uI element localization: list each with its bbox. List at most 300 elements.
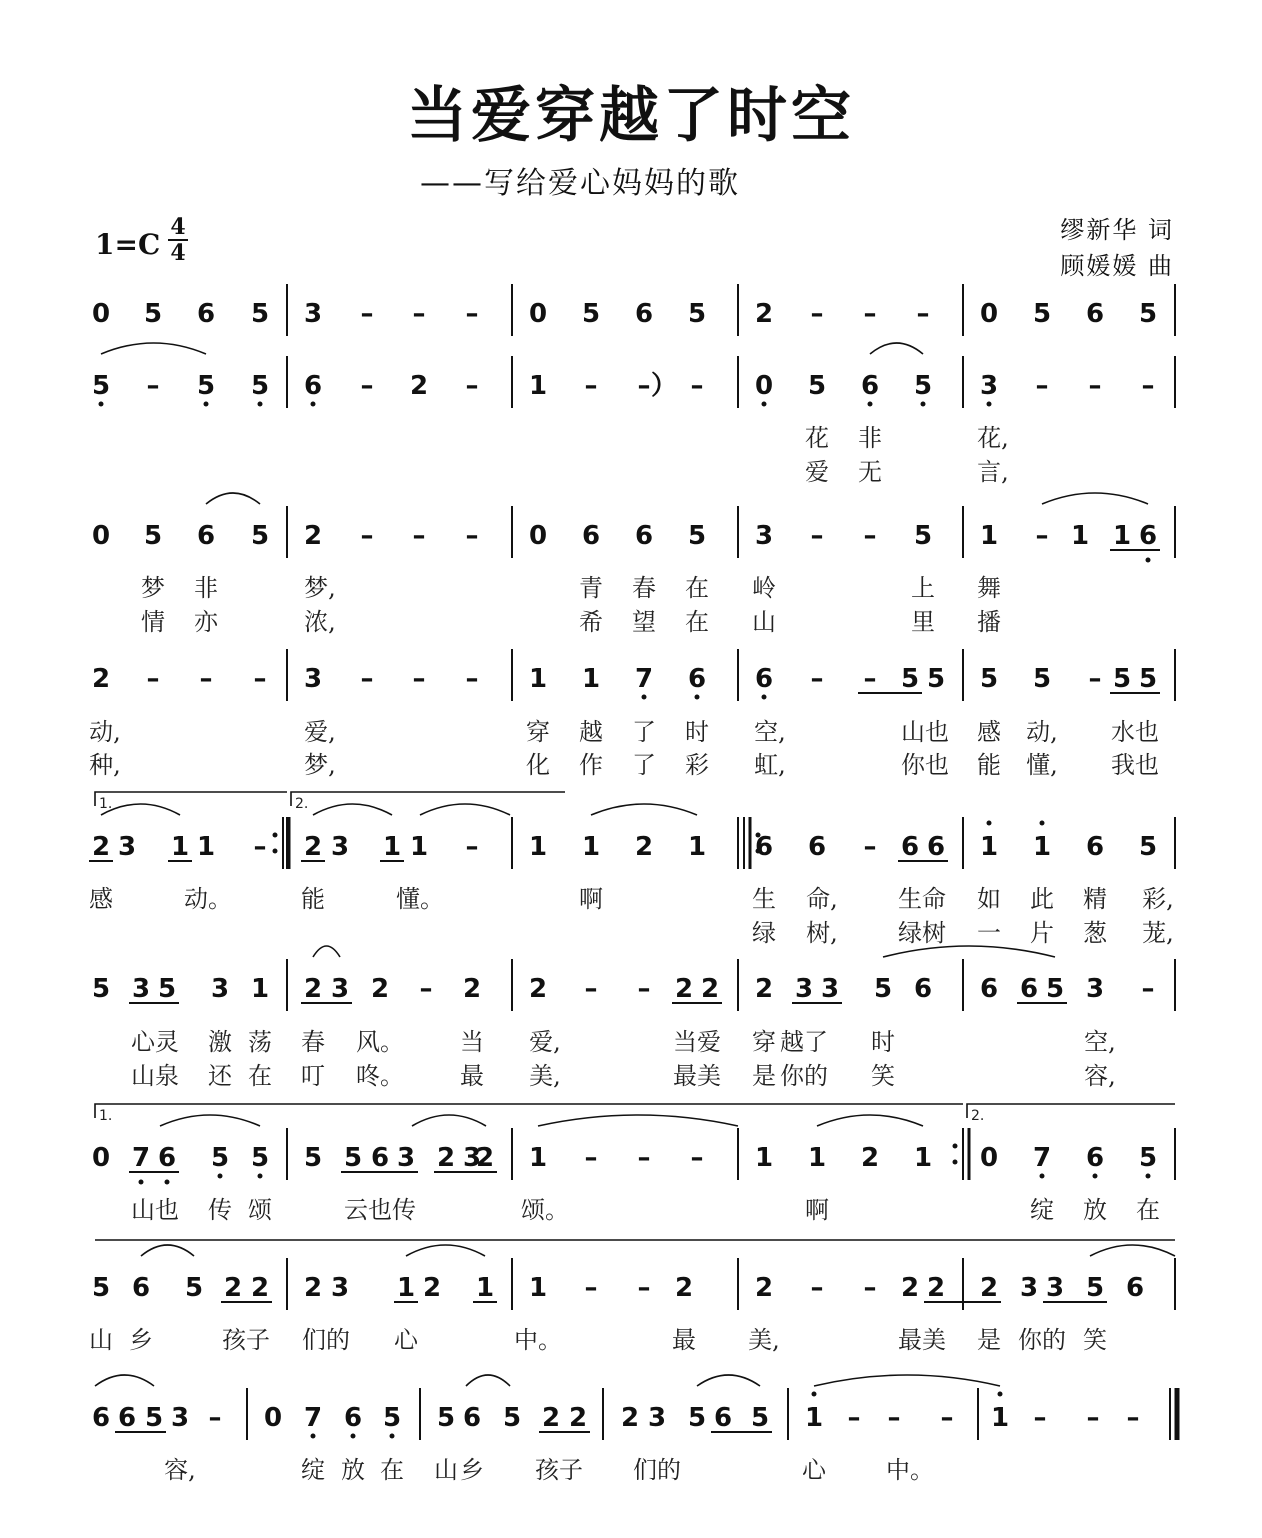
note-3: 3 xyxy=(820,974,840,1004)
note-1: 1 xyxy=(528,1273,548,1303)
lyric-syllable: 当 xyxy=(460,1028,484,1056)
note-5: 5 xyxy=(1085,1273,1105,1303)
note-1: 1 xyxy=(581,832,601,862)
dash-note: – xyxy=(146,664,160,694)
note-1: 1 xyxy=(170,832,190,862)
note-5: 5 xyxy=(581,299,601,329)
note-2: 2 xyxy=(674,974,694,1004)
note-6: 6 xyxy=(343,1403,363,1433)
note-6: 6 xyxy=(196,299,216,329)
note-6: 6 xyxy=(926,832,946,862)
dash-note: – xyxy=(1033,1403,1047,1433)
dash-note: – xyxy=(465,299,479,329)
note-5: 5 xyxy=(144,1403,164,1433)
lyric-syllable: 越了 xyxy=(780,1028,828,1056)
note-5: 5 xyxy=(210,1143,230,1173)
note-6: 6 xyxy=(462,1403,482,1433)
note-5: 5 xyxy=(979,664,999,694)
dash-note: – xyxy=(887,1403,901,1433)
lyric-syllable: 乡 xyxy=(460,1456,484,1484)
note-6: 6 xyxy=(303,371,323,401)
note-3: 3 xyxy=(1045,1273,1065,1303)
note-5: 5 xyxy=(303,1143,323,1173)
dash-note: – xyxy=(810,664,824,694)
lyric-syllable: 们的 xyxy=(633,1456,681,1484)
lyric-syllable: 动, xyxy=(89,718,121,746)
time-signature-top: 4 xyxy=(170,214,186,240)
slur xyxy=(591,804,697,815)
note-1: 1 xyxy=(913,1143,933,1173)
lyric-syllable: 梦 xyxy=(141,574,165,602)
high-octave-dot xyxy=(987,821,992,826)
note-0: 0 xyxy=(91,1143,111,1173)
lyric-syllable: 爱, xyxy=(529,1028,561,1056)
lyric-syllable: 云也传 xyxy=(344,1196,416,1224)
note-i: 1 xyxy=(990,1403,1010,1433)
lyric-syllable: 岭 xyxy=(752,574,776,602)
lyric-syllable: 中。 xyxy=(514,1326,562,1354)
dash-note: – xyxy=(412,521,426,551)
note-5: 5 xyxy=(184,1273,204,1303)
lyric-syllable: 时 xyxy=(685,718,709,746)
dash-note: – xyxy=(146,371,160,401)
lyric-syllable: 在 xyxy=(380,1456,404,1484)
dash-note: – xyxy=(465,371,479,401)
note-0: 0 xyxy=(91,521,111,551)
low-octave-dot xyxy=(695,695,700,700)
note-6: 6 xyxy=(979,974,999,1004)
dash-note: – xyxy=(584,1273,598,1303)
lyric-syllable: 命, xyxy=(806,885,838,913)
note-i: 1 xyxy=(804,1403,824,1433)
lyric-syllable: 感 xyxy=(89,885,113,913)
slur xyxy=(1042,493,1148,504)
lyric-syllable: 种, xyxy=(89,751,121,779)
note-2: 2 xyxy=(436,1143,456,1173)
note-5: 5 xyxy=(913,521,933,551)
repeat-dot xyxy=(273,849,278,854)
note-3: 3 xyxy=(1085,974,1105,1004)
volta-label: 1. xyxy=(99,1108,113,1124)
slur xyxy=(697,1375,760,1386)
lyric-syllable: 花 xyxy=(805,424,829,452)
note-3: 3 xyxy=(462,1143,482,1173)
lyric-syllable: 美, xyxy=(529,1062,561,1090)
lyric-syllable: 心 xyxy=(802,1456,826,1484)
lyric-syllable: 山也 xyxy=(901,718,949,746)
lyric-syllable: 树, xyxy=(806,919,838,947)
lyric-syllable: 非 xyxy=(194,574,218,602)
song-title: 当爱穿越了时空 xyxy=(407,81,855,151)
dash-note: – xyxy=(863,1273,877,1303)
lyric-syllable: 孩子 xyxy=(222,1326,270,1354)
lyric-syllable: 穿 xyxy=(526,718,550,746)
note-1: 1 xyxy=(979,521,999,551)
note-5: 5 xyxy=(502,1403,522,1433)
lyric-syllable: 你的 xyxy=(780,1062,828,1090)
note-3: 3 xyxy=(330,832,350,862)
lyric-syllable: 还 xyxy=(208,1062,232,1090)
note-5: 5 xyxy=(343,1143,363,1173)
note-0: 0 xyxy=(979,1143,999,1173)
note-6: 6 xyxy=(900,832,920,862)
lyric-syllable: 空, xyxy=(754,718,786,746)
lyric-syllable: 山 xyxy=(752,608,776,636)
lyric-syllable: 了 xyxy=(632,718,656,746)
lyric-syllable: 生 xyxy=(752,885,776,913)
slur xyxy=(814,1375,1000,1386)
lyric-syllable: 美, xyxy=(748,1326,780,1354)
lyric-syllable: 在 xyxy=(685,608,709,636)
lyric-syllable: 言, xyxy=(977,458,1009,486)
low-octave-dot xyxy=(642,695,647,700)
lyric-syllable: 啊 xyxy=(579,885,603,913)
dash-note: – xyxy=(810,299,824,329)
note-3: 3 xyxy=(330,1273,350,1303)
volta-label: 1. xyxy=(99,796,113,812)
lyric-syllable: 是 xyxy=(977,1326,1001,1354)
note-2: 2 xyxy=(754,974,774,1004)
dash-note: – xyxy=(360,521,374,551)
note-5: 5 xyxy=(91,1273,111,1303)
lyric-syllable: 懂。 xyxy=(396,885,444,913)
lyric-syllable: 我也 xyxy=(1111,751,1159,779)
low-octave-dot xyxy=(204,402,209,407)
note-1: 1 xyxy=(250,974,270,1004)
note-3: 3 xyxy=(979,371,999,401)
note-1: 1 xyxy=(409,832,429,862)
note-6: 6 xyxy=(1085,832,1105,862)
lyric-syllable: 风。 xyxy=(356,1028,404,1056)
dash-note: – xyxy=(863,832,877,862)
slur xyxy=(313,946,340,957)
volta-label: 2. xyxy=(971,1108,985,1124)
note-5: 5 xyxy=(750,1403,770,1433)
note-3: 3 xyxy=(647,1403,667,1433)
note-6: 6 xyxy=(1019,974,1039,1004)
slur xyxy=(101,804,180,815)
lyric-syllable: 咚。 xyxy=(356,1062,404,1090)
slur xyxy=(141,1245,194,1256)
low-octave-dot xyxy=(1146,1174,1151,1179)
lyric-syllable: 绿树 xyxy=(898,919,946,947)
lyric-syllable: 当爱 xyxy=(673,1028,721,1056)
note-1: 1 xyxy=(396,1273,416,1303)
lyric-syllable: 里 xyxy=(911,608,935,636)
note-2: 2 xyxy=(409,371,429,401)
dash-note: – xyxy=(1141,974,1155,1004)
note-2: 2 xyxy=(900,1273,920,1303)
dash-note: – xyxy=(690,371,704,401)
note-i: 1 xyxy=(1032,832,1052,862)
low-octave-dot xyxy=(987,402,992,407)
note-1: 1 xyxy=(581,664,601,694)
lyric-syllable: 梦, xyxy=(304,574,336,602)
note-6: 6 xyxy=(1085,299,1105,329)
note-i: 1 xyxy=(979,832,999,862)
dash-note: – xyxy=(412,299,426,329)
dash-note: – xyxy=(465,832,479,862)
note-1: 1 xyxy=(1112,521,1132,551)
low-octave-dot xyxy=(351,1434,356,1439)
note-0: 0 xyxy=(528,521,548,551)
slur xyxy=(206,493,260,504)
note-5: 5 xyxy=(926,664,946,694)
note-3: 3 xyxy=(396,1143,416,1173)
lyric-syllable: 乡 xyxy=(129,1326,153,1354)
note-5: 5 xyxy=(250,1143,270,1173)
lyric-syllable: 心灵 xyxy=(131,1028,179,1056)
lyric-syllable: 花, xyxy=(977,424,1009,452)
note-3: 3 xyxy=(1019,1273,1039,1303)
slur xyxy=(870,343,923,354)
note-5: 5 xyxy=(1138,1143,1158,1173)
high-octave-dot xyxy=(1040,821,1045,826)
slur xyxy=(1090,1245,1175,1256)
note-2: 2 xyxy=(303,974,323,1004)
lyric-syllable: 在 xyxy=(685,574,709,602)
lyric-syllable: 片 xyxy=(1030,919,1054,947)
lyric-syllable: 能 xyxy=(977,751,1001,779)
lyric-syllable: 最美 xyxy=(673,1062,721,1090)
note-2: 2 xyxy=(223,1273,243,1303)
low-octave-dot xyxy=(258,402,263,407)
lyric-syllable: 容, xyxy=(164,1456,196,1484)
note-6: 6 xyxy=(687,664,707,694)
dash-note: – xyxy=(1126,1403,1140,1433)
lyric-syllable: 了 xyxy=(632,751,656,779)
lyric-syllable: 山 xyxy=(434,1456,458,1484)
lyric-syllable: 彩 xyxy=(685,751,709,779)
lyric-syllable: 茏, xyxy=(1142,919,1174,947)
dash-note: – xyxy=(1088,371,1102,401)
lyric-syllable: 山泉 xyxy=(131,1062,179,1090)
dash-note: – xyxy=(690,1143,704,1173)
note-5: 5 xyxy=(1032,664,1052,694)
low-octave-dot xyxy=(1146,558,1151,563)
note-6: 6 xyxy=(713,1403,733,1433)
note-6: 6 xyxy=(860,371,880,401)
note-1: 1 xyxy=(382,832,402,862)
dash-note: – xyxy=(584,1143,598,1173)
dash-note: – xyxy=(419,974,433,1004)
low-octave-dot xyxy=(921,402,926,407)
note-6: 6 xyxy=(754,832,774,862)
note-2: 2 xyxy=(303,521,323,551)
lyric-syllable: 生命 xyxy=(898,885,946,913)
note-2: 2 xyxy=(528,974,548,1004)
note-3: 3 xyxy=(303,664,323,694)
slur xyxy=(160,1115,260,1126)
note-5: 5 xyxy=(1112,664,1132,694)
lyric-syllable: 春 xyxy=(632,574,656,602)
dash-note: – xyxy=(810,521,824,551)
lyric-syllable: 笑 xyxy=(1083,1326,1107,1354)
repeat-dot xyxy=(953,1144,958,1149)
dash-note: – xyxy=(940,1403,954,1433)
dash-note: – xyxy=(1088,664,1102,694)
note-5: 5 xyxy=(1138,832,1158,862)
dash-note: – xyxy=(199,664,213,694)
note-5: 5 xyxy=(91,371,111,401)
dash-note: – xyxy=(465,521,479,551)
lyric-syllable: 颂。 xyxy=(521,1196,569,1224)
lyric-syllable: 浓, xyxy=(304,608,336,636)
lyric-syllable: 们的 xyxy=(302,1326,350,1354)
note-5: 5 xyxy=(807,371,827,401)
low-octave-dot xyxy=(258,1174,263,1179)
dash-note: – xyxy=(412,664,426,694)
note-6: 6 xyxy=(370,1143,390,1173)
lyric-syllable: 感 xyxy=(977,718,1001,746)
note-1: 1 xyxy=(196,832,216,862)
dash-note: – xyxy=(916,299,930,329)
lyric-syllable: 播 xyxy=(977,608,1001,636)
lyric-syllable: 爱 xyxy=(805,458,829,486)
lyric-syllable: 无 xyxy=(858,458,882,486)
slur xyxy=(883,946,1055,957)
note-2: 2 xyxy=(700,974,720,1004)
lyric-syllable: 容, xyxy=(1084,1062,1116,1090)
note-5: 5 xyxy=(196,371,216,401)
lyric-syllable: 孩子 xyxy=(535,1456,583,1484)
dash-note: – xyxy=(1141,371,1155,401)
note-2: 2 xyxy=(422,1273,442,1303)
time-signature-bottom: 4 xyxy=(170,240,186,266)
lyric-syllable: 如 xyxy=(977,885,1001,913)
note-2: 2 xyxy=(754,299,774,329)
slur xyxy=(95,1375,154,1386)
slur xyxy=(817,1115,923,1126)
lyric-syllable: 你也 xyxy=(901,751,949,779)
lyric-syllable: 绿 xyxy=(752,919,776,947)
dash-note: – xyxy=(360,664,374,694)
lyric-syllable: 懂, xyxy=(1026,751,1058,779)
note-7: 7 xyxy=(303,1403,323,1433)
note-2: 2 xyxy=(91,664,111,694)
note-2: 2 xyxy=(979,1273,999,1303)
repeat-dot xyxy=(273,833,278,838)
note-5: 5 xyxy=(436,1403,456,1433)
low-octave-dot xyxy=(311,1434,316,1439)
volta-bracket xyxy=(291,792,565,806)
note-1: 1 xyxy=(528,832,548,862)
note-1: 1 xyxy=(528,1143,548,1173)
lyric-syllable: 最 xyxy=(460,1062,484,1090)
lyric-syllable: 非 xyxy=(858,424,882,452)
lyric-syllable: 空, xyxy=(1084,1028,1116,1056)
note-6: 6 xyxy=(1138,521,1158,551)
lyric-syllable: 时 xyxy=(871,1028,895,1056)
low-octave-dot xyxy=(1040,1174,1045,1179)
note-5: 5 xyxy=(143,521,163,551)
note-1: 1 xyxy=(687,832,707,862)
dash-note: – xyxy=(863,299,877,329)
note-7: 7 xyxy=(131,1143,151,1173)
note-2: 2 xyxy=(754,1273,774,1303)
dash-note: – xyxy=(637,371,651,401)
lyric-syllable: 作 xyxy=(579,751,603,779)
note-6: 6 xyxy=(196,521,216,551)
lyric-syllable: 葱 xyxy=(1083,919,1107,947)
low-octave-dot xyxy=(311,402,316,407)
note-2: 2 xyxy=(303,832,323,862)
slur xyxy=(101,343,206,354)
slur xyxy=(466,1375,510,1386)
lyric-syllable: 放 xyxy=(341,1456,365,1484)
lyric-syllable: 山 xyxy=(89,1326,113,1354)
note-5: 5 xyxy=(250,521,270,551)
note-0: 0 xyxy=(91,299,111,329)
lyric-syllable: 情 xyxy=(141,608,165,636)
volta-bracket xyxy=(95,792,287,806)
lyric-syllable: 心 xyxy=(394,1326,418,1354)
note-1: 1 xyxy=(528,371,548,401)
note-5: 5 xyxy=(91,974,111,1004)
song-subtitle: ——写给爱心妈妈的歌 xyxy=(420,166,740,201)
lyric-syllable: 动。 xyxy=(184,885,232,913)
note-2: 2 xyxy=(462,974,482,1004)
note-5: 5 xyxy=(157,974,177,1004)
dash-note: – xyxy=(360,299,374,329)
lyric-syllable: 梦, xyxy=(304,751,336,779)
note-6: 6 xyxy=(131,1273,151,1303)
repeat-dot xyxy=(953,1160,958,1165)
note-2: 2 xyxy=(370,974,390,1004)
note-2: 2 xyxy=(250,1273,270,1303)
dash-note: – xyxy=(1035,371,1049,401)
lyric-syllable: 最美 xyxy=(898,1326,946,1354)
note-5: 5 xyxy=(250,371,270,401)
note-2: 2 xyxy=(568,1403,588,1433)
dash-note: – xyxy=(1086,1403,1100,1433)
dash-note: – xyxy=(253,664,267,694)
note-5: 5 xyxy=(143,299,163,329)
high-octave-dot xyxy=(812,1392,817,1397)
volta-bracket xyxy=(967,1104,1175,1118)
lyric-syllable: 希 xyxy=(579,608,603,636)
note-3: 3 xyxy=(210,974,230,1004)
dash-note: – xyxy=(810,1273,824,1303)
lyric-syllable: 绽 xyxy=(1030,1196,1054,1224)
note-2: 2 xyxy=(860,1143,880,1173)
lyric-syllable: 是 xyxy=(752,1062,776,1090)
lyric-syllable: 传 xyxy=(208,1196,232,1224)
lyric-syllable: 荡 xyxy=(248,1028,272,1056)
note-1: 1 xyxy=(1070,521,1090,551)
note-2: 2 xyxy=(634,832,654,862)
lyric-syllable: 激 xyxy=(208,1028,232,1056)
note-5: 5 xyxy=(687,299,707,329)
lyric-syllable: 上 xyxy=(911,574,935,602)
note-5: 5 xyxy=(913,371,933,401)
note-0: 0 xyxy=(528,299,548,329)
note-3: 3 xyxy=(303,299,323,329)
lyric-syllable: 青 xyxy=(579,574,603,602)
key-signature: 1=C xyxy=(95,228,161,261)
note-2: 2 xyxy=(620,1403,640,1433)
lyric-syllable: 化 xyxy=(526,751,550,779)
note-5: 5 xyxy=(900,664,920,694)
note-）: ） xyxy=(650,371,678,401)
low-octave-dot xyxy=(762,402,767,407)
lyric-syllable: 笑 xyxy=(871,1062,895,1090)
low-octave-dot xyxy=(390,1434,395,1439)
lyric-syllable: 虹, xyxy=(754,751,786,779)
dash-note: – xyxy=(253,832,267,862)
note-6: 6 xyxy=(634,299,654,329)
composer-credit: 顾媛媛 曲 xyxy=(1060,252,1174,280)
